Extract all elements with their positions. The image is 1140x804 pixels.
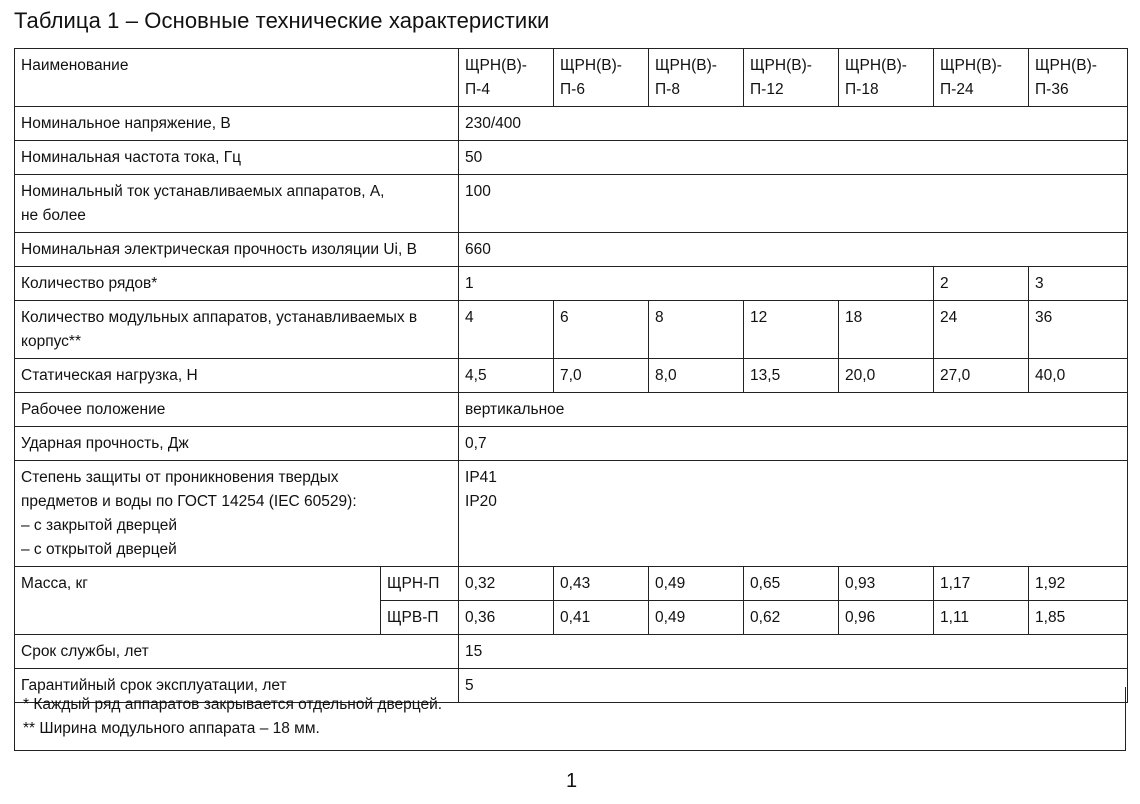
row-value: 15	[459, 635, 1128, 669]
row-value: 660	[459, 233, 1128, 267]
protection-value: IP41	[465, 469, 497, 486]
spec-table	[14, 48, 1128, 703]
row-value: 6	[554, 301, 649, 359]
row-value: 1,85	[1029, 601, 1128, 635]
protection-label-line: Степень защиты от проникновения твердых	[21, 469, 339, 486]
table-row-protection	[15, 461, 1128, 567]
row-value: 5	[459, 669, 1128, 703]
row-label: Масса, кг	[15, 567, 381, 635]
table-header-row	[15, 49, 1128, 107]
row-value: 40,0	[1029, 359, 1128, 393]
table-row-modules	[15, 301, 1128, 359]
row-value: 0,41	[554, 601, 649, 635]
row-value: 0,62	[744, 601, 839, 635]
protection-label-line: – с открытой дверцей	[21, 541, 177, 558]
row-value: 7,0	[554, 359, 649, 393]
row-value: 12	[744, 301, 839, 359]
row-value: 2	[934, 267, 1029, 301]
page-number: 1	[566, 770, 578, 792]
row-value: 100	[459, 175, 1128, 233]
header-model-cell: ЩРН(В)-П-12	[744, 49, 839, 107]
row-value: 0,7	[459, 427, 1128, 461]
row-value: 1,17	[934, 567, 1029, 601]
table-row-current	[15, 175, 1128, 233]
row-value: 24	[934, 301, 1029, 359]
row-label: Номинальная электрическая прочность изоляции Ui, В	[15, 233, 459, 267]
row-label: Количество модульных аппаратов, устанавливаемых в корпус**	[15, 301, 459, 359]
row-label: Срок службы, лет	[15, 635, 459, 669]
table-row-rows-count	[15, 267, 1128, 301]
row-label: Номинальный ток устанавливаемых аппаратов, А, не более	[15, 175, 459, 233]
table-row-impact	[15, 427, 1128, 461]
header-model-cell: ЩРН(В)-П-8	[649, 49, 744, 107]
row-value: 18	[839, 301, 934, 359]
header-name-cell: Наименование	[15, 49, 459, 107]
table-row-insulation	[15, 233, 1128, 267]
row-value: 0,36	[459, 601, 554, 635]
mass-variant-label: ЩРВ-П	[381, 601, 459, 635]
row-value: 8	[649, 301, 744, 359]
row-label: Гарантийный срок эксплуатации, лет	[15, 669, 459, 703]
row-value: 1,11	[934, 601, 1029, 635]
row-label	[15, 461, 459, 567]
protection-label-line: предметов и воды по ГОСТ 14254 (IEC 60529):	[21, 493, 357, 510]
protection-value: IP20	[465, 493, 497, 510]
row-value: 0,32	[459, 567, 554, 601]
row-label: Количество рядов*	[15, 267, 459, 301]
row-value: 0,96	[839, 601, 934, 635]
row-value: 50	[459, 141, 1128, 175]
table-row-position	[15, 393, 1128, 427]
table-row-frequency	[15, 141, 1128, 175]
table-title: Таблица 1 – Основные технические характеристики	[14, 8, 550, 33]
row-label: Ударная прочность, Дж	[15, 427, 459, 461]
header-model-cell: ЩРН(В)-П-6	[554, 49, 649, 107]
row-value: 3	[1029, 267, 1128, 301]
row-label: Статическая нагрузка, Н	[15, 359, 459, 393]
row-value: 8,0	[649, 359, 744, 393]
table-row-service-life	[15, 635, 1128, 669]
row-value: 4	[459, 301, 554, 359]
table-footnotes	[14, 687, 1126, 751]
row-label: Рабочее положение	[15, 393, 459, 427]
row-value: 0,93	[839, 567, 934, 601]
footnote: ** Ширина модульного аппарата – 18 мм.	[23, 720, 320, 737]
row-label: Номинальная частота тока, Гц	[15, 141, 459, 175]
table-row-mass-shrn	[15, 567, 1128, 601]
row-value: 0,65	[744, 567, 839, 601]
table-row-voltage	[15, 107, 1128, 141]
header-model-cell: ЩРН(В)-П-36	[1029, 49, 1128, 107]
row-value: 20,0	[839, 359, 934, 393]
row-value: 1	[459, 267, 934, 301]
row-value: 230/400	[459, 107, 1128, 141]
row-value	[459, 461, 1128, 567]
row-value: 0,49	[649, 567, 744, 601]
protection-label-line: – с закрытой дверцей	[21, 517, 178, 534]
row-value: 0,49	[649, 601, 744, 635]
header-model-cell: ЩРН(В)-П-4	[459, 49, 554, 107]
row-label: Номинальное напряжение, В	[15, 107, 459, 141]
footnote: * Каждый ряд аппаратов закрывается отдельной дверцей.	[23, 696, 443, 713]
table-row-static-load	[15, 359, 1128, 393]
header-model-cell: ЩРН(В)-П-18	[839, 49, 934, 107]
mass-variant-label: ЩРН-П	[381, 567, 459, 601]
row-value: 27,0	[934, 359, 1029, 393]
row-value: вертикальное	[459, 393, 1128, 427]
row-value: 4,5	[459, 359, 554, 393]
row-value: 13,5	[744, 359, 839, 393]
row-value: 0,43	[554, 567, 649, 601]
row-value: 36	[1029, 301, 1128, 359]
row-value: 1,92	[1029, 567, 1128, 601]
header-model-cell: ЩРН(В)-П-24	[934, 49, 1029, 107]
